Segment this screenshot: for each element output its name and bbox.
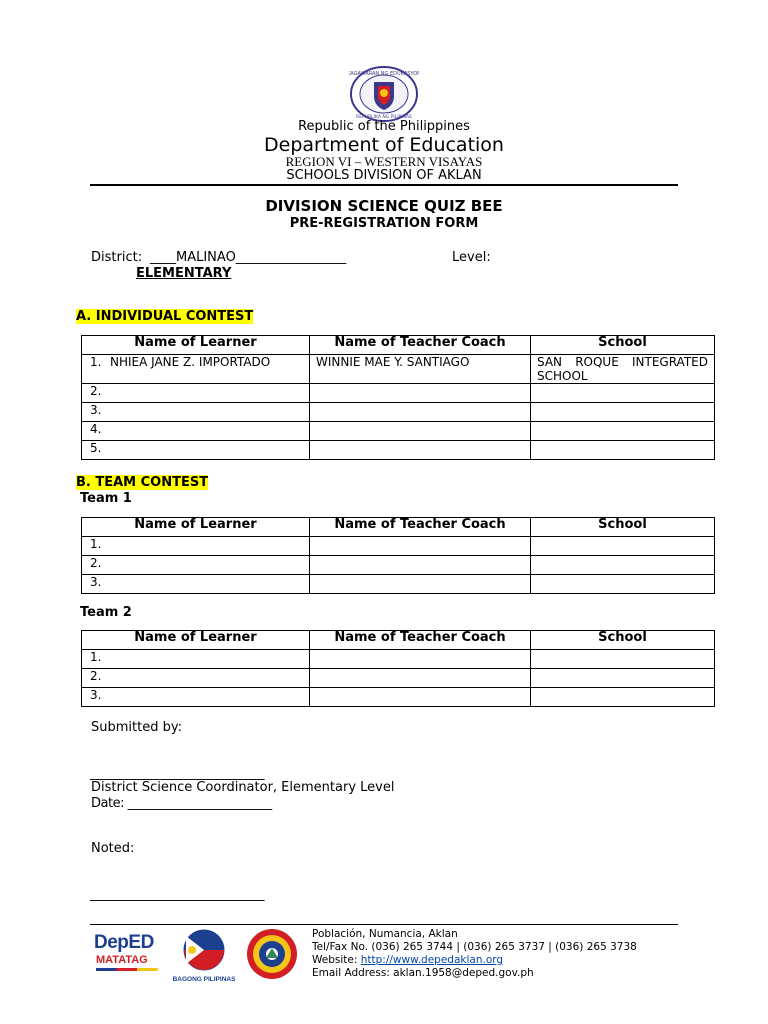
school-cell bbox=[531, 537, 715, 556]
footer-email: Email Address: aklan.1958@deped.gov.ph bbox=[312, 967, 534, 979]
coach-cell bbox=[310, 422, 531, 441]
deped-logo bbox=[94, 932, 164, 978]
footer-website bbox=[312, 954, 672, 967]
column-header-coach: Name of Teacher Coach bbox=[310, 631, 531, 650]
coach-cell bbox=[310, 650, 531, 669]
signature-line-noted: _____________________________ bbox=[90, 887, 264, 902]
team1-label: Team 1 bbox=[80, 491, 132, 506]
submitted-by-label: Submitted by: bbox=[91, 720, 182, 735]
svg-text:KAGAWARAN NG EDUKASYON: KAGAWARAN NG EDUKASYON bbox=[349, 71, 419, 77]
footer-contact bbox=[312, 928, 672, 980]
column-header-school: School bbox=[531, 336, 715, 355]
form-title: DIVISION SCIENCE QUIZ BEE bbox=[265, 197, 503, 215]
column-header-learner: Name of Learner bbox=[82, 336, 310, 355]
coach-cell bbox=[310, 688, 531, 707]
school-cell bbox=[531, 669, 715, 688]
team-contest-heading-text: B. TEAM CONTEST bbox=[76, 475, 209, 490]
learner-name: NHIEA JANE Z. IMPORTADO bbox=[110, 355, 271, 369]
learner-cell: 3. bbox=[82, 688, 310, 707]
date-field: Date: ________________________ bbox=[91, 796, 272, 811]
deped-wordmark: DepED bbox=[94, 932, 154, 953]
table-header-row bbox=[82, 631, 715, 650]
column-header-learner: Name of Learner bbox=[82, 518, 310, 537]
team2-table bbox=[81, 630, 715, 707]
table-row bbox=[82, 669, 715, 688]
table-row bbox=[82, 441, 715, 460]
coach-cell: WINNIE MAE Y. SANTIAGO bbox=[310, 355, 531, 384]
school-cell bbox=[531, 403, 715, 422]
footer-address: Población, Numancia, Aklan bbox=[312, 928, 458, 940]
learner-cell: 2. bbox=[82, 556, 310, 575]
learner-cell: 2. bbox=[82, 669, 310, 688]
coordinator-title: District Science Coordinator, Elementary Level bbox=[91, 780, 395, 795]
coach-cell bbox=[310, 556, 531, 575]
learner-cell bbox=[82, 355, 310, 384]
footer-telfax: Tel/Fax No. (036) 265 3744 | (036) 265 3737 | (036) 265 3738 bbox=[312, 941, 637, 953]
table-row bbox=[82, 688, 715, 707]
republic-text: Republic of the Philippines bbox=[298, 119, 470, 134]
noted-label: Noted: bbox=[91, 841, 135, 856]
learner-cell: 2. bbox=[82, 384, 310, 403]
individual-contest-heading bbox=[76, 309, 253, 324]
deped-logo-underline bbox=[96, 968, 158, 971]
learner-cell: 4. bbox=[82, 422, 310, 441]
school-cell bbox=[531, 384, 715, 403]
table-row bbox=[82, 403, 715, 422]
svg-text:REPUBLIKA NG PILIPINAS: REPUBLIKA NG PILIPINAS bbox=[356, 115, 412, 120]
website-link[interactable]: http://www.depedaklan.org bbox=[360, 954, 504, 966]
district-label: District: bbox=[91, 250, 143, 265]
division-seal bbox=[246, 928, 298, 980]
learner-cell: 5. bbox=[82, 441, 310, 460]
department-title: Department of Education bbox=[264, 134, 504, 156]
individual-contest-heading-text: A. INDIVIDUAL CONTEST bbox=[76, 309, 254, 324]
form-subtitle: PRE-REGISTRATION FORM bbox=[289, 216, 479, 231]
row-number: 1. bbox=[90, 355, 102, 369]
table-row bbox=[82, 384, 715, 403]
table-row bbox=[82, 537, 715, 556]
table-row bbox=[82, 650, 715, 669]
table-row bbox=[82, 355, 715, 384]
school-cell bbox=[531, 650, 715, 669]
column-header-school: School bbox=[531, 631, 715, 650]
bagong-pilipinas-logo bbox=[172, 928, 236, 983]
column-header-learner: Name of Learner bbox=[82, 631, 310, 650]
coach-cell bbox=[310, 669, 531, 688]
coach-cell bbox=[310, 441, 531, 460]
learner-cell: 3. bbox=[82, 403, 310, 422]
table-row bbox=[82, 556, 715, 575]
table-row bbox=[82, 575, 715, 594]
footer-divider bbox=[90, 924, 678, 925]
school-cell: SAN ROQUE INTEGRATED SCHOOL bbox=[531, 355, 715, 384]
coach-cell bbox=[310, 537, 531, 556]
bagong-pilipinas-text: BAGONG PILIPINAS bbox=[172, 976, 236, 983]
coach-cell bbox=[310, 575, 531, 594]
learner-cell: 1. bbox=[82, 650, 310, 669]
column-header-coach: Name of Teacher Coach bbox=[310, 518, 531, 537]
coach-cell bbox=[310, 403, 531, 422]
school-cell bbox=[531, 556, 715, 575]
deped-seal bbox=[349, 66, 419, 122]
level-label: Level: bbox=[452, 250, 491, 265]
website-label: Website: bbox=[312, 954, 358, 966]
school-cell bbox=[531, 688, 715, 707]
header-divider bbox=[90, 184, 678, 186]
table-header-row bbox=[82, 518, 715, 537]
signature-line-coordinator: _____________________________ bbox=[90, 766, 264, 781]
level-value: ELEMENTARY bbox=[136, 266, 232, 281]
school-cell bbox=[531, 441, 715, 460]
matatag-wordmark: MATATAG bbox=[96, 954, 148, 966]
coach-cell bbox=[310, 384, 531, 403]
learner-cell: 3. bbox=[82, 575, 310, 594]
table-header-row bbox=[82, 336, 715, 355]
division-text: SCHOOLS DIVISION OF AKLAN bbox=[286, 168, 482, 183]
region-text: REGION VI – WESTERN VISAYAS bbox=[285, 154, 483, 169]
column-header-coach: Name of Teacher Coach bbox=[310, 336, 531, 355]
individual-contest-table bbox=[81, 335, 715, 460]
school-cell bbox=[531, 422, 715, 441]
school-cell bbox=[531, 575, 715, 594]
district-value: ____MALINAO_________________ bbox=[150, 250, 347, 265]
team1-table bbox=[81, 517, 715, 594]
table-row bbox=[82, 422, 715, 441]
team2-label: Team 2 bbox=[80, 605, 132, 620]
learner-cell: 1. bbox=[82, 537, 310, 556]
team-contest-heading bbox=[76, 475, 208, 490]
column-header-school: School bbox=[531, 518, 715, 537]
